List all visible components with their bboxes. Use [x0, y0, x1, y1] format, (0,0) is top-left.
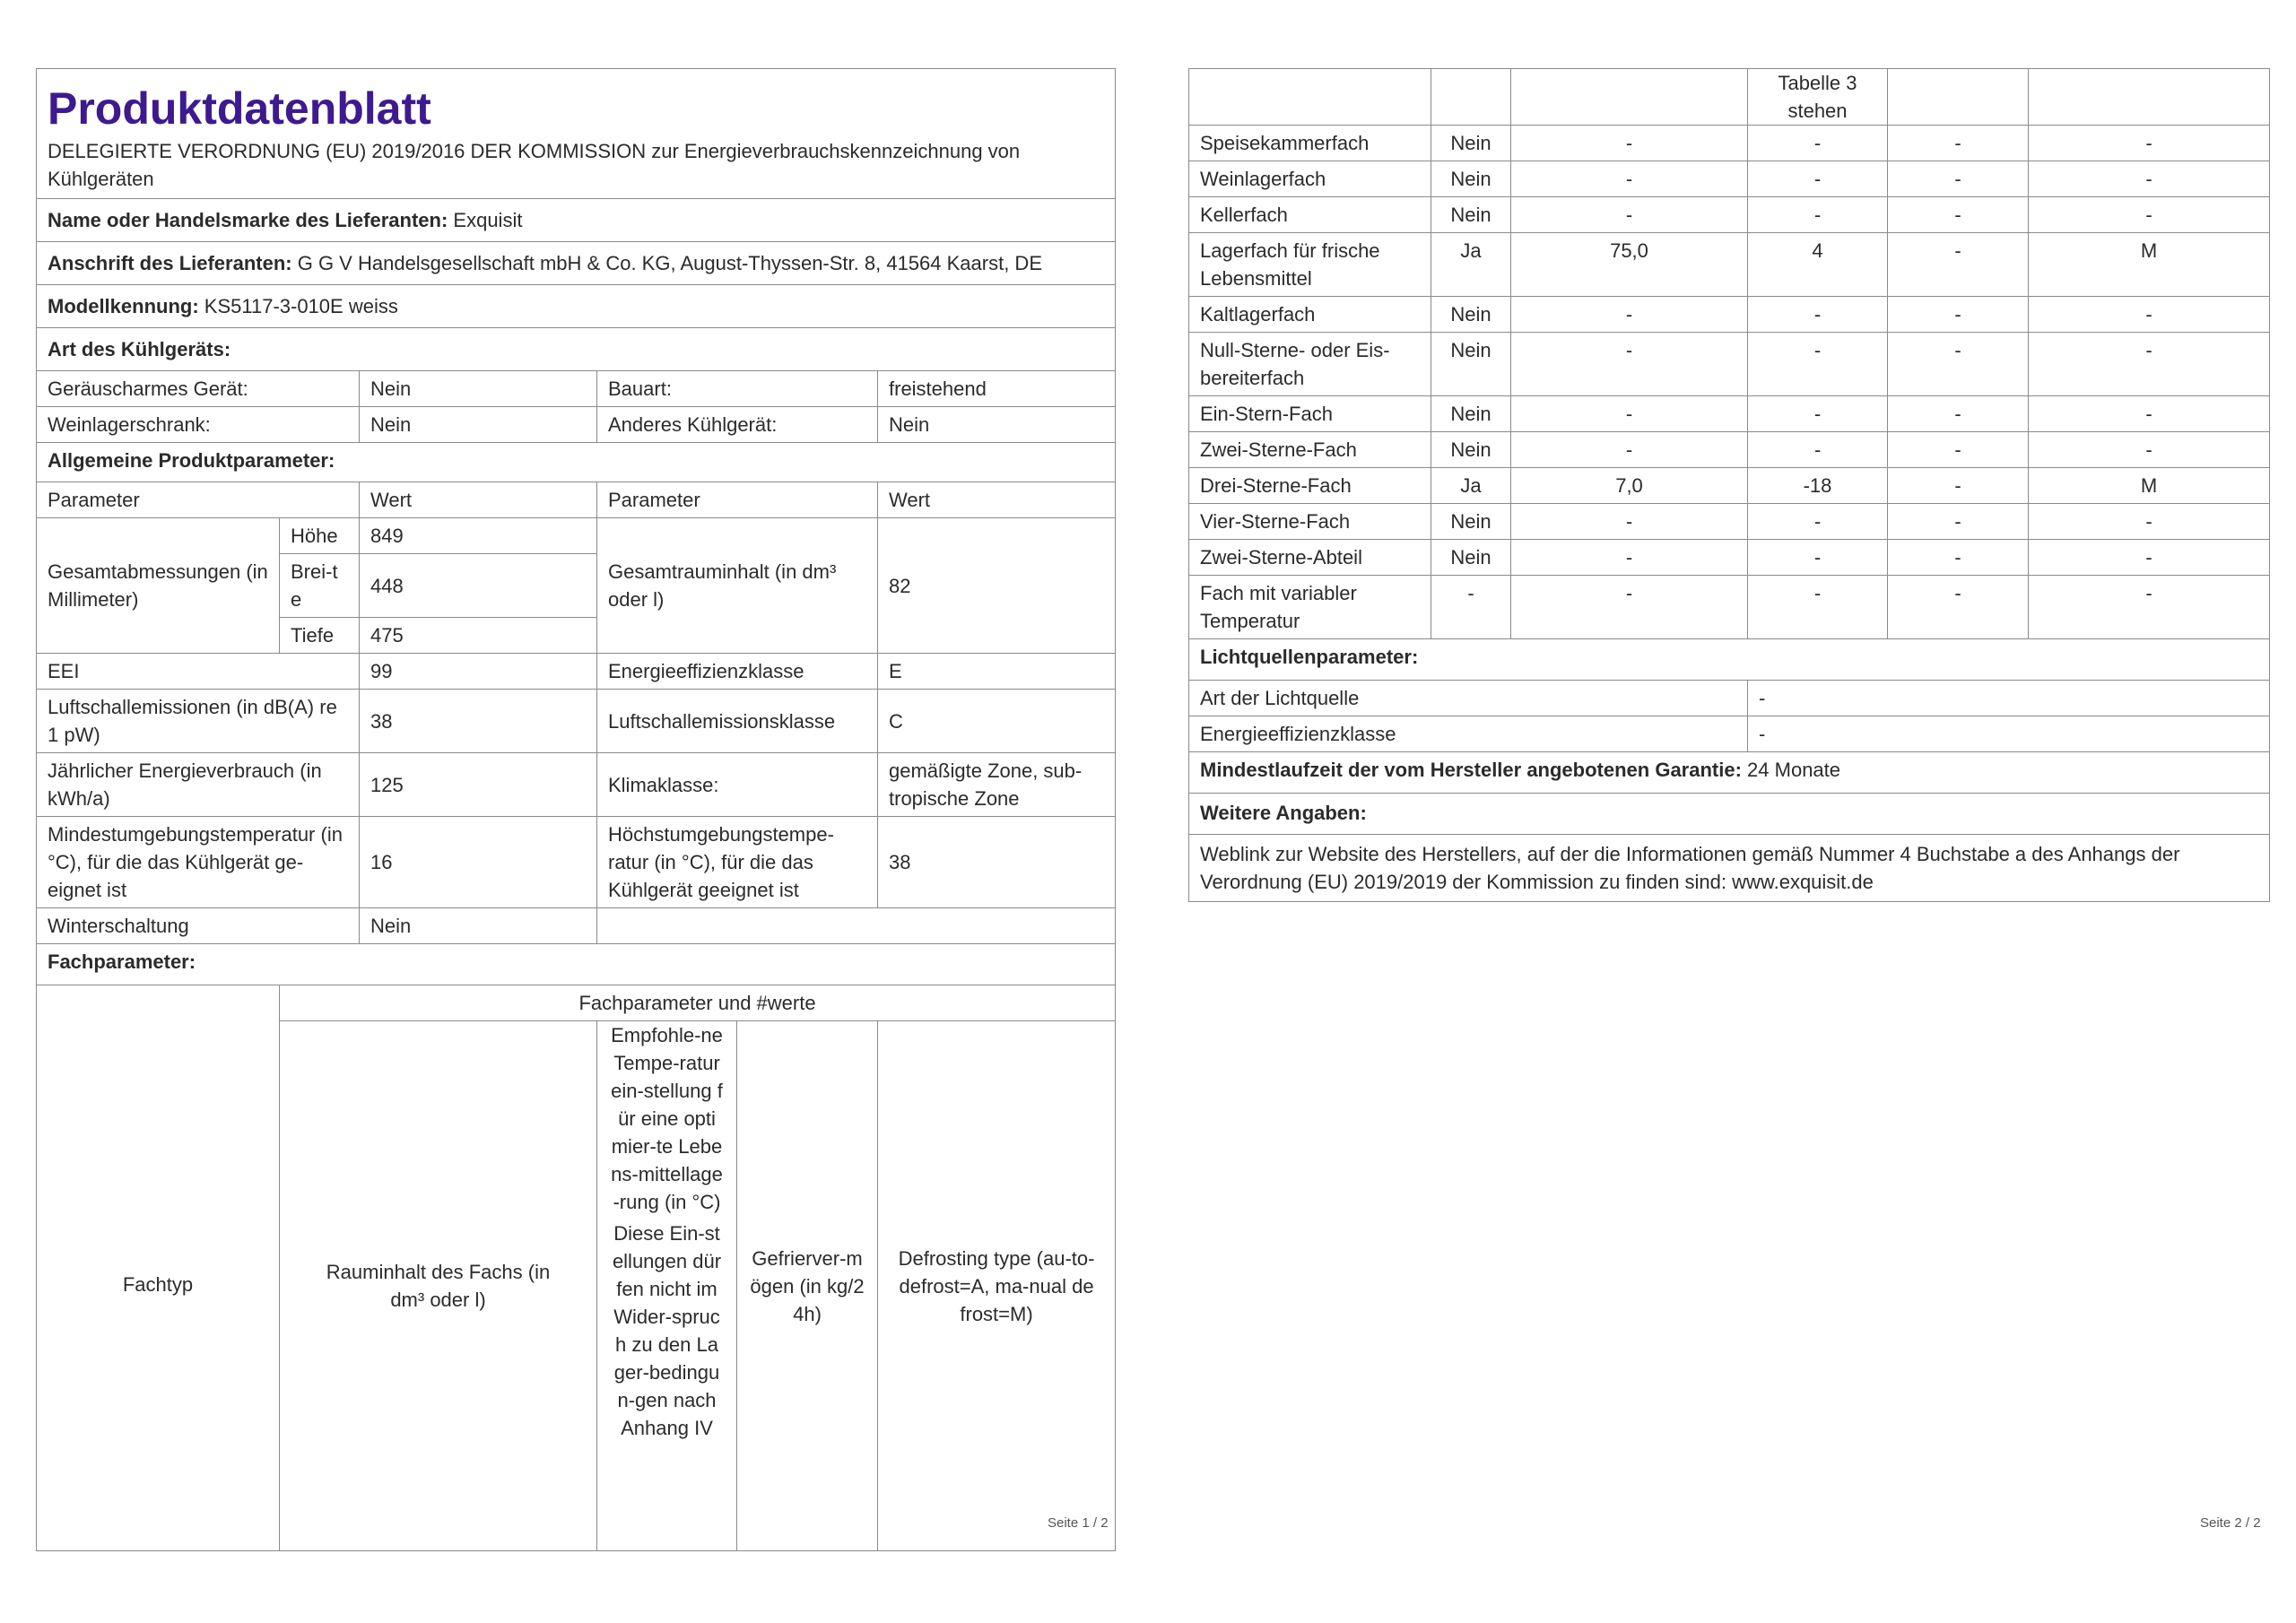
empty-cell [1888, 69, 2029, 126]
type-param: Bauart: [597, 371, 878, 407]
compartment-volume: - [1511, 126, 1748, 161]
compartment-name: Kellerfach [1189, 197, 1431, 233]
compartment-freezing-capacity: - [1888, 504, 2029, 540]
type-value: freistehend [878, 371, 1116, 407]
compartment-present: Nein [1431, 396, 1511, 432]
general-header-row [37, 482, 1116, 518]
compartment-defrost-type: - [2029, 432, 2270, 468]
compartment-present: - [1431, 576, 1511, 639]
compartment-defrost-type: M [2029, 233, 2270, 297]
compartment-freezing-capacity: - [1888, 233, 2029, 297]
header-cell [37, 69, 1116, 199]
compartment-name: Null-Sterne- oder Eis-bereiterfach [1189, 333, 1431, 396]
page-title: Produktdatenblatt [48, 83, 431, 134]
dimension-height-value: 849 [360, 518, 597, 554]
product-datasheet-page-2 [1188, 68, 2270, 902]
compartment-name: Vier-Sterne-Fach [1189, 504, 1431, 540]
dimension-depth-label: Tiefe [280, 618, 360, 654]
fach-col-temp [597, 1021, 737, 1551]
empty-cell [1189, 69, 1431, 126]
compartment-row [1189, 126, 2270, 161]
compartment-freezing-capacity: - [1888, 297, 2029, 333]
model-label: Modellkennung: [48, 295, 199, 317]
compartment-name: Speisekammerfach [1189, 126, 1431, 161]
general-value: 125 [360, 753, 597, 817]
compartment-name: Fach mit variabler Temperatur [1189, 576, 1431, 639]
winter-label: Winterschaltung [37, 908, 360, 944]
compartment-temperature: - [1748, 161, 1888, 197]
compartment-defrost-type: - [2029, 540, 2270, 576]
light-row [1189, 681, 2270, 716]
fach-heading: Fachparameter: [37, 944, 1116, 985]
compartment-temperature: - [1748, 297, 1888, 333]
compartment-defrost-type: - [2029, 126, 2270, 161]
compartment-freezing-capacity: - [1888, 333, 2029, 396]
type-param: Geräuscharmes Gerät: [37, 371, 360, 407]
address-value: G G V Handelsgesellschaft mbH & Co. KG, August-Thyssen-Str. 8, 41564 Kaarst, DE [297, 252, 1042, 274]
compartment-name: Lagerfach für frische Lebensmittel [1189, 233, 1431, 297]
continued-header: Tabelle 3 stehen [1748, 69, 1888, 126]
compartment-temperature: - [1748, 504, 1888, 540]
compartment-name: Zwei-Sterne-Abteil [1189, 540, 1431, 576]
compartment-defrost-type: - [2029, 197, 2270, 233]
general-row [37, 654, 1116, 690]
compartment-temperature: - [1748, 126, 1888, 161]
general-value: C [878, 690, 1116, 753]
general-value: 38 [878, 817, 1116, 908]
compartment-defrost-type: - [2029, 576, 2270, 639]
general-value: gemäßigte Zone, sub-tropische Zone [878, 753, 1116, 817]
general-row [37, 817, 1116, 908]
light-label: Art der Lichtquelle [1189, 681, 1748, 716]
column-header-value: Wert [878, 482, 1116, 518]
compartment-volume: - [1511, 197, 1748, 233]
empty-cell [2029, 69, 2270, 126]
compartment-freezing-capacity: - [1888, 396, 2029, 432]
compartment-name: Drei-Sterne-Fach [1189, 468, 1431, 504]
compartment-freezing-capacity: - [1888, 576, 2029, 639]
address-label: Anschrift des Lieferanten: [48, 252, 292, 274]
empty-cell [597, 908, 1116, 944]
compartment-present: Nein [1431, 504, 1511, 540]
general-param: Mindestumgebungstemperatur (in °C), für die das Kühlgerät ge-eignet ist [37, 817, 360, 908]
compartment-freezing-capacity: - [1888, 161, 2029, 197]
compartment-defrost-type: - [2029, 297, 2270, 333]
general-row [37, 753, 1116, 817]
general-param: Luftschallemissionsklasse [597, 690, 878, 753]
compartment-defrost-type: - [2029, 333, 2270, 396]
type-param: Anderes Kühlgerät: [597, 407, 878, 443]
compartment-name: Zwei-Sterne-Fach [1189, 432, 1431, 468]
fach-col-type: Fachtyp [37, 985, 280, 1551]
type-row [37, 407, 1116, 443]
compartment-row [1189, 297, 2270, 333]
compartment-freezing-capacity: - [1888, 468, 2029, 504]
compartment-row [1189, 197, 2270, 233]
compartment-row [1189, 504, 2270, 540]
type-row [37, 371, 1116, 407]
general-param: Luftschallemissionen (in dB(A) re 1 pW) [37, 690, 360, 753]
compartment-temperature: -18 [1748, 468, 1888, 504]
compartment-row [1189, 432, 2270, 468]
compartment-row [1189, 468, 2270, 504]
compartment-row [1189, 333, 2270, 396]
general-param: Energieeffizienzklasse [597, 654, 878, 690]
fach-col-defrost: Defrosting type (au-to-defrost=A, ma-nual defrost=M) [878, 1021, 1116, 1551]
general-value: 16 [360, 817, 597, 908]
dimension-depth-value: 475 [360, 618, 597, 654]
further-heading: Weitere Angaben: [1189, 794, 2270, 835]
light-row [1189, 716, 2270, 752]
type-value: Nein [878, 407, 1116, 443]
compartment-temperature: - [1748, 540, 1888, 576]
general-param: Höchstumgebungstempe-ratur (in °C), für die das Kühlgerät geeignet ist [597, 817, 878, 908]
fach-col-temp-main: Empfohle-ne Tempe-raturein-stellung für eine optimier-te Lebens-mittellage-rung (in °C) [611, 1024, 723, 1213]
compartment-volume: 7,0 [1511, 468, 1748, 504]
supplier-value: Exquisit [453, 209, 523, 231]
general-param: Klimaklasse: [597, 753, 878, 817]
fach-col-freeze: Gefrierver-mögen (in kg/24h) [737, 1021, 878, 1551]
light-value: - [1748, 681, 2270, 716]
total-volume-value: 82 [878, 518, 1116, 654]
dimension-width-label: Brei-te [280, 554, 360, 618]
light-label: Energieeffizienzklasse [1189, 716, 1748, 752]
compartment-present: Nein [1431, 333, 1511, 396]
general-value: E [878, 654, 1116, 690]
compartment-row [1189, 576, 2270, 639]
type-param: Weinlagerschrank: [37, 407, 360, 443]
compartment-freezing-capacity: - [1888, 197, 2029, 233]
dimension-width-value: 448 [360, 554, 597, 618]
page-number-1: Seite 1 / 2 [1048, 1515, 1109, 1531]
general-row [37, 690, 1116, 753]
type-value: Nein [360, 407, 597, 443]
compartment-rows [1189, 126, 2270, 639]
compartment-present: Ja [1431, 233, 1511, 297]
general-heading: Allgemeine Produktparameter: [37, 443, 1116, 482]
warranty-label: Mindestlaufzeit der vom Hersteller angebotenen Garantie: [1200, 759, 1742, 781]
compartment-volume: - [1511, 576, 1748, 639]
compartment-defrost-type: - [2029, 161, 2270, 197]
compartment-volume: - [1511, 333, 1748, 396]
dimension-height-label: Höhe [280, 518, 360, 554]
compartment-name: Weinlagerfach [1189, 161, 1431, 197]
type-heading: Art des Kühlgeräts: [37, 328, 1116, 371]
compartment-row [1189, 396, 2270, 432]
empty-cell [1511, 69, 1748, 126]
compartment-temperature: 4 [1748, 233, 1888, 297]
general-param: EEI [37, 654, 360, 690]
dimensions-label: Gesamtabmessungen (in Millimeter) [37, 518, 280, 654]
compartment-volume: - [1511, 396, 1748, 432]
compartment-freezing-capacity: - [1888, 432, 2029, 468]
compartment-volume: - [1511, 297, 1748, 333]
compartment-temperature: - [1748, 576, 1888, 639]
model-value: KS5117-3-010E weiss [204, 295, 398, 317]
general-value: 38 [360, 690, 597, 753]
supplier-row [37, 199, 1116, 242]
fach-group-header: Fachparameter und #werte [280, 985, 1116, 1021]
light-heading: Lichtquellenparameter: [1189, 639, 2270, 681]
compartment-defrost-type: - [2029, 504, 2270, 540]
compartment-freezing-capacity: - [1888, 126, 2029, 161]
compartment-temperature: - [1748, 396, 1888, 432]
compartment-present: Nein [1431, 197, 1511, 233]
further-text: Weblink zur Website des Herstellers, auf der die Informationen gemäß Nummer 4 Buchstabe a des Anhangs der Verordnung (EU) 2019/2019 der Kommission zu finden sind: [1200, 843, 2180, 893]
general-value: 99 [360, 654, 597, 690]
empty-cell [1431, 69, 1511, 126]
column-header-value: Wert [360, 482, 597, 518]
further-text-cell [1189, 835, 2270, 902]
product-datasheet-page-1 [36, 68, 1116, 1551]
light-value: - [1748, 716, 2270, 752]
compartment-row [1189, 161, 2270, 197]
compartment-name: Kaltlagerfach [1189, 297, 1431, 333]
compartment-name: Ein-Stern-Fach [1189, 396, 1431, 432]
winter-row [37, 908, 1116, 944]
regulation-text: DELEGIERTE VERORDNUNG (EU) 2019/2016 DER KOMMISSION zur Energieverbrauchskennzeichnung von Kühlgeräten [48, 140, 1021, 190]
compartment-present: Nein [1431, 126, 1511, 161]
column-header-parameter: Parameter [597, 482, 878, 518]
compartment-present: Nein [1431, 297, 1511, 333]
compartment-defrost-type: M [2029, 468, 2270, 504]
compartment-volume: - [1511, 432, 1748, 468]
compartment-present: Ja [1431, 468, 1511, 504]
total-volume-label: Gesamtrauminhalt (in dm³ oder l) [597, 518, 878, 654]
compartment-defrost-type: - [2029, 396, 2270, 432]
type-value: Nein [360, 371, 597, 407]
warranty-row [1189, 752, 2270, 794]
compartment-row [1189, 233, 2270, 297]
compartment-volume: - [1511, 504, 1748, 540]
compartment-present: Nein [1431, 161, 1511, 197]
column-header-parameter: Parameter [37, 482, 360, 518]
compartment-temperature: - [1748, 333, 1888, 396]
winter-value: Nein [360, 908, 597, 944]
compartment-volume: - [1511, 161, 1748, 197]
compartment-present: Nein [1431, 540, 1511, 576]
compartment-row [1189, 540, 2270, 576]
page-number-2: Seite 2 / 2 [2200, 1515, 2261, 1531]
manufacturer-link[interactable]: www.exquisit.de [1732, 871, 1874, 893]
general-param: Jährlicher Energieverbrauch (in kWh/a) [37, 753, 360, 817]
model-row [37, 285, 1116, 328]
compartment-volume: 75,0 [1511, 233, 1748, 297]
warranty-value: 24 Monate [1747, 759, 1841, 781]
compartment-temperature: - [1748, 432, 1888, 468]
compartment-present: Nein [1431, 432, 1511, 468]
fach-col-temp-note: Diese Ein-stellungen dürfen nicht im Wider-spruch zu den Lager-bedingun-gen nach Anhang IV [612, 1222, 722, 1439]
compartment-volume: - [1511, 540, 1748, 576]
compartment-freezing-capacity: - [1888, 540, 2029, 576]
supplier-label: Name oder Handelsmarke des Lieferanten: [48, 209, 448, 231]
address-row [37, 242, 1116, 285]
fach-col-volume: Rauminhalt des Fachs (in dm³ oder l) [280, 1021, 597, 1551]
compartment-temperature: - [1748, 197, 1888, 233]
